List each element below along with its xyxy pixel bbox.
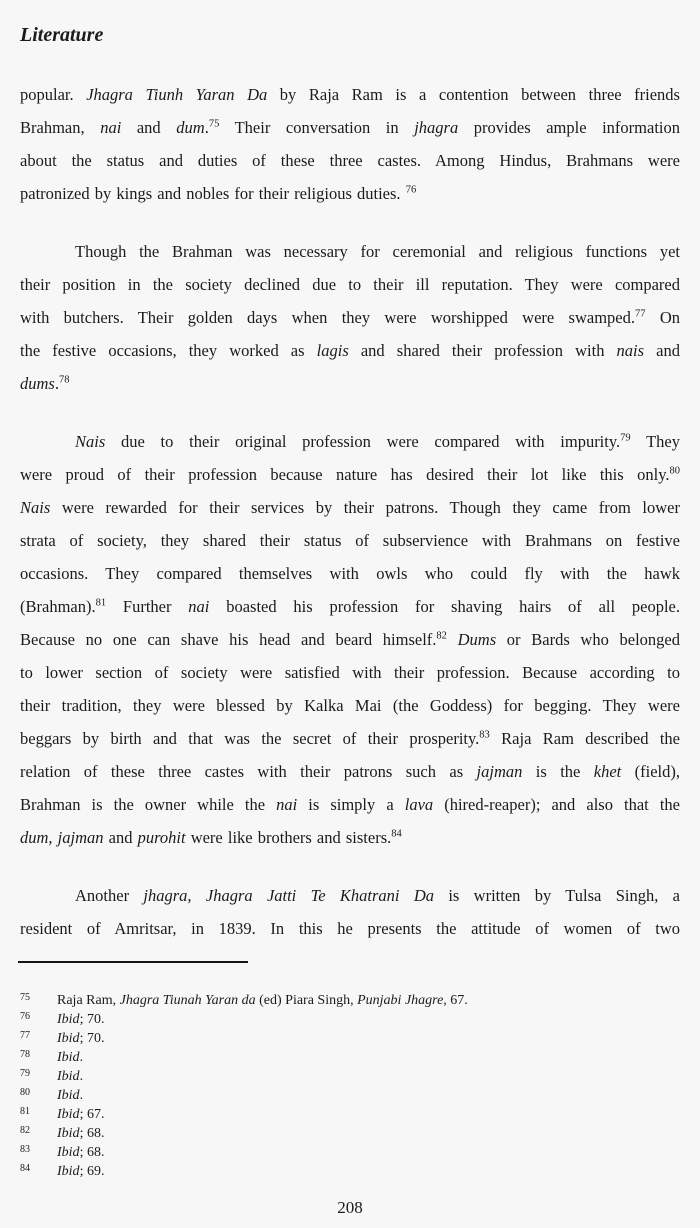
footnote-ref: 79	[620, 432, 631, 444]
text-run: the festive occasions, they worked as	[20, 341, 317, 360]
text-run: (field),	[621, 762, 680, 781]
text-run: (Brahman).	[20, 597, 96, 616]
text-run: occasions. They compared themselves with owls who could fly with the hawk	[20, 564, 680, 583]
text-run: They	[630, 432, 680, 451]
footnote	[20, 1162, 680, 1181]
text-line	[20, 301, 680, 334]
italic-run: jajman	[476, 762, 523, 781]
text-run: and shared their profession with	[348, 341, 617, 360]
text-line	[20, 425, 680, 458]
footnote-ref: 80	[669, 465, 680, 477]
text-line	[20, 879, 680, 912]
text-run: and	[121, 118, 177, 137]
footnote-text	[57, 1162, 680, 1181]
footnote-text	[57, 1029, 680, 1048]
text-run: and	[644, 341, 680, 360]
text-run: their tradition, they were blessed by Kalka Mai (the Goddess) for begging. They were	[20, 696, 680, 715]
text-run: .	[204, 118, 209, 137]
text-line	[20, 458, 680, 491]
footnote-text	[57, 1010, 680, 1029]
text-run: ; 68.	[79, 1126, 105, 1141]
text-run: ; 67.	[79, 1107, 105, 1122]
text-run: Brahman is the owner while the	[20, 795, 277, 814]
footnote-ref: 82	[436, 630, 447, 642]
italic-run: jhagra	[414, 118, 459, 137]
text-line	[20, 334, 680, 367]
italic-run: lava	[404, 795, 434, 814]
paragraph	[20, 879, 680, 945]
italic-run: Ibid	[57, 1050, 80, 1065]
text-run: due to their original profession were compared with impurity.	[105, 432, 621, 451]
text-line	[20, 821, 680, 854]
footnote-text	[57, 1124, 680, 1143]
paragraph	[20, 78, 680, 210]
italic-run: Punjabi Jhagre	[357, 993, 444, 1008]
footnote	[20, 1010, 680, 1029]
paragraph	[20, 425, 680, 854]
italic-run: Nais	[75, 432, 106, 451]
footnote-number: 78	[20, 1049, 30, 1060]
italic-run: nai	[100, 118, 122, 137]
footnote-ref: 75	[208, 118, 220, 130]
footnote-ref: 81	[95, 597, 107, 609]
text-line	[20, 722, 680, 755]
text-line	[20, 177, 680, 210]
text-line	[20, 912, 680, 945]
footnote-number: 84	[20, 1163, 30, 1174]
italic-run: Ibid	[57, 1069, 80, 1084]
text-run: their position in the society declined due to their ill reputation. They were compared	[20, 275, 680, 294]
footnote-ref: 84	[391, 828, 402, 840]
text-run	[447, 630, 458, 649]
text-line	[20, 235, 680, 268]
text-line	[20, 656, 680, 689]
text-run: , 67.	[443, 993, 468, 1008]
text-run: to lower section of society were satisfied with their profession. Because according to	[20, 663, 680, 682]
footnote-text	[57, 1105, 680, 1124]
footnote	[20, 1067, 680, 1086]
footnote	[20, 991, 680, 1010]
italic-run: Nais	[20, 498, 51, 517]
italic-run: Ibid	[57, 1012, 80, 1027]
text-run: about the status and duties of these three castes. Among Hindus, Brahmans were	[20, 151, 680, 170]
italic-run: Ibid	[57, 1126, 80, 1141]
text-run: strata of society, they shared their status of subservience with Brahmans on festive	[20, 531, 680, 550]
footnote-text	[57, 1048, 680, 1067]
footnote-ref: 76	[405, 184, 417, 196]
footnote-ref: 78	[58, 374, 70, 386]
text-line	[20, 268, 680, 301]
text-line	[20, 590, 680, 623]
italic-run: dum, jajman	[20, 828, 104, 847]
text-run: patronized by kings and nobles for their religious duties.	[20, 184, 406, 203]
text-run: Further	[106, 597, 189, 616]
italic-run: Ibid	[57, 1164, 80, 1179]
italic-run: Jhagra Tiunh Yaran Da	[86, 85, 268, 104]
footnote-number: 75	[20, 992, 30, 1003]
italic-run: lagis	[316, 341, 349, 360]
text-run: were rewarded for their services by their patrons. Though they came from lower	[50, 498, 680, 517]
italic-run: khet	[593, 762, 622, 781]
italic-run: Ibid	[57, 1088, 80, 1103]
text-run: .	[54, 374, 59, 393]
text-line	[20, 788, 680, 821]
text-run: were like brothers and sisters.	[185, 828, 392, 847]
footnote	[20, 1029, 680, 1048]
italic-run: nai	[188, 597, 210, 616]
text-run: On	[645, 308, 681, 327]
text-run: is simply a	[297, 795, 405, 814]
text-run: provides ample information	[458, 118, 680, 137]
footnote-text	[57, 1143, 680, 1162]
text-run: with butchers. Their golden days when they were worshipped were swamped.	[20, 308, 635, 327]
text-run: .	[79, 1088, 84, 1103]
text-run: Though the Brahman was necessary for ceremonial and religious functions yet	[75, 242, 680, 261]
footnote-number: 80	[20, 1087, 30, 1098]
paragraph	[20, 235, 680, 400]
text-run: by Raja Ram is a contention between three friends	[267, 85, 680, 104]
text-run: relation of these three castes with their patrons such as	[20, 762, 477, 781]
text-run: .	[79, 1050, 84, 1065]
italic-run: Ibid	[57, 1107, 80, 1122]
text-run: (ed) Piara Singh,	[255, 993, 358, 1008]
footnote	[20, 1086, 680, 1105]
italic-run: nai	[276, 795, 298, 814]
text-line	[20, 491, 680, 524]
text-run: Raja Ram,	[57, 993, 120, 1008]
footnote-number: 81	[20, 1106, 30, 1117]
text-line	[20, 524, 680, 557]
text-run: (hired-reaper); and also that the	[433, 795, 680, 814]
text-run: Another	[75, 886, 144, 905]
text-run: ; 70.	[79, 1031, 105, 1046]
footnote-text	[57, 1086, 680, 1105]
footnote-text	[57, 991, 680, 1010]
italic-run: jhagra, Jhagra Jatti Te Khatrani Da	[143, 886, 435, 905]
text-run: Because no one can shave his head and beard himself.	[20, 630, 437, 649]
text-run: resident of Amritsar, in 1839. In this he presents the attitude of women of two	[20, 919, 680, 938]
text-run: Their conversation in	[219, 118, 415, 137]
footnote-separator	[18, 961, 248, 963]
body-text	[20, 78, 680, 945]
text-run: ; 70.	[79, 1012, 105, 1027]
text-run: is the	[522, 762, 594, 781]
text-run: Brahman,	[20, 118, 101, 137]
page-number: 208	[337, 1198, 363, 1217]
text-run: were proud of their profession because nature has desired their lot like this only.	[20, 465, 670, 484]
italic-run: dum	[176, 118, 205, 137]
text-run: and	[103, 828, 138, 847]
footnote	[20, 1124, 680, 1143]
text-run: Raja Ram described the	[489, 729, 680, 748]
text-run: boasted his profession for shaving hairs of all people.	[209, 597, 680, 616]
section-heading: Literature	[20, 24, 104, 46]
text-run: ; 69.	[79, 1164, 105, 1179]
footnote-number: 79	[20, 1068, 30, 1079]
italic-run: purohit	[137, 828, 186, 847]
text-line	[20, 557, 680, 590]
text-line	[20, 144, 680, 177]
text-run: .	[79, 1069, 84, 1084]
footnote	[20, 1105, 680, 1124]
italic-run: Dums	[457, 630, 497, 649]
footnote-number: 77	[20, 1030, 30, 1041]
italic-run: Jhagra Tiunah Yaran da	[119, 993, 256, 1008]
text-line	[20, 367, 680, 400]
italic-run: Ibid	[57, 1145, 80, 1160]
text-line	[20, 623, 680, 656]
text-line	[20, 689, 680, 722]
footnote	[20, 1143, 680, 1162]
text-line	[20, 78, 680, 111]
text-line	[20, 111, 680, 144]
footnote-number: 83	[20, 1144, 30, 1155]
page-content	[20, 24, 680, 1181]
text-run: ; 68.	[79, 1145, 105, 1160]
footnote-number: 82	[20, 1125, 30, 1136]
footnote-ref: 83	[479, 729, 490, 741]
text-run: or Bards who belonged	[496, 630, 681, 649]
text-run: beggars by birth and that was the secret of their prosperity.	[20, 729, 480, 748]
text-run: is written by Tulsa Singh, a	[434, 886, 680, 905]
footnote-ref: 77	[635, 308, 646, 320]
italic-run: nais	[616, 341, 645, 360]
text-run: popular.	[20, 85, 87, 104]
footnote-text	[57, 1067, 680, 1086]
footnote-number: 76	[20, 1011, 30, 1022]
footnotes	[20, 991, 680, 1181]
text-line	[20, 755, 680, 788]
italic-run: dums	[20, 374, 55, 393]
italic-run: Ibid	[57, 1031, 80, 1046]
footnote	[20, 1048, 680, 1067]
